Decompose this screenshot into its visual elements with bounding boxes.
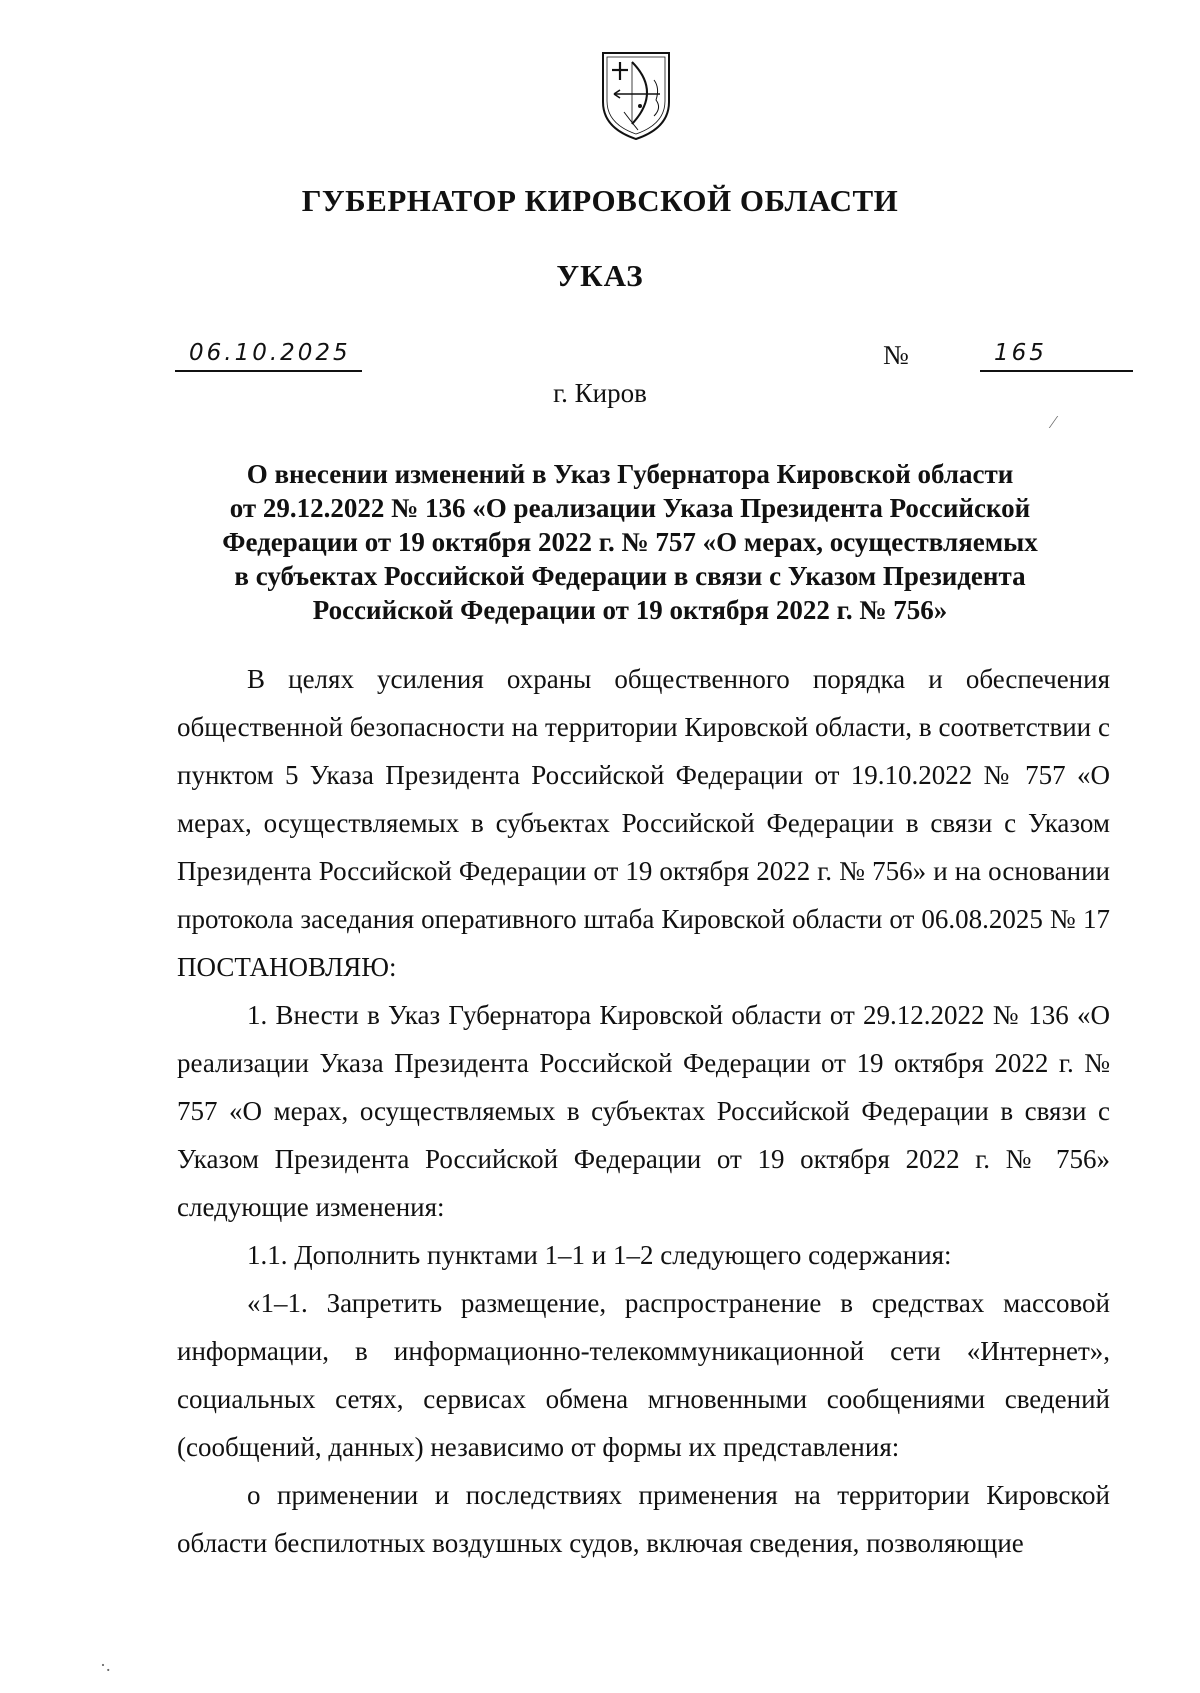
title-line: О внесении изменений в Указ Губернатора Кировской области — [246, 459, 1014, 489]
clause-1-paragraph: 1. Внести в Указ Губернатора Кировской области от 29.12.2022 № 136 «О реализации Указа Президента Российской Федерации от 19 октября 2022 г. № 757 «О мерах, осуществляемых в субъектах Российской Федерации в связи с Указом Президента Российской Федерации от 19 октября 2022 г. № 756» следующие изменения: — [177, 1000, 1110, 1222]
document-type-heading: УКАЗ — [556, 258, 644, 293]
clause-1-1-paragraph: 1.1. Дополнить пунктами 1–1 и 1–2 следующего содержания: — [247, 1240, 952, 1270]
number-sign: № — [883, 340, 909, 370]
title-line: от 29.12.2022 № 136 «О реализации Указа Президента Российской — [229, 493, 1031, 523]
scan-mark: ⁄ — [1052, 412, 1056, 432]
title-line: в субъектах Российской Федерации в связи с Указом Президента — [234, 561, 1026, 591]
document-body — [177, 655, 1110, 1567]
title-line: Российской Федерации от 19 октября 2022 г. № 756» — [312, 595, 948, 625]
date-field — [175, 340, 362, 372]
clause-continuation-paragraph: о применении и последствиях применения на территории Кировской области беспилотных воздушных судов, включая сведения, позволяющие — [177, 1480, 1110, 1558]
handwritten-date: 06.10.2025 — [189, 340, 351, 366]
clause-1-1-quoted-paragraph: «1–1. Запретить размещение, распространение в средствах массовой информации, в информационно-телекоммуникационной сети «Интернет», социальных сетях, сервисах обмена мгновенными сообщениями сведений (сообщений, данных) независимо от формы их представления: — [177, 1288, 1110, 1462]
document-title — [180, 457, 1080, 627]
preamble-paragraph: В целях усиления охраны общественного порядка и обеспечения общественной безопасности на территории Кировской области, в соответствии с пунктом 5 Указа Президента Российской Федерации от 19.10.2022 № 757 «О мерах, осуществляемых в субъектах Российской Федерации в связи с Указом Президента Российской Федерации от 19 октября 2022 г. № 756» и на основании протокола заседания оперативного штаба Кировской области от 06.08.2025 № 17 ПОСТАНОВЛЯЮ: — [177, 664, 1110, 982]
kirov-coat-of-arms-emblem — [600, 50, 672, 142]
city-of-issue: г. Киров — [553, 378, 647, 408]
title-line: Федерации от 19 октября 2022 г. № 757 «О мерах, осуществляемых — [222, 527, 1038, 557]
number-field — [980, 340, 1133, 372]
issuing-authority-heading: ГУБЕРНАТОР КИРОВСКОЙ ОБЛАСТИ — [301, 183, 899, 218]
handwritten-number: 165 — [994, 340, 1047, 366]
scan-mark: ·. — [100, 1655, 111, 1675]
